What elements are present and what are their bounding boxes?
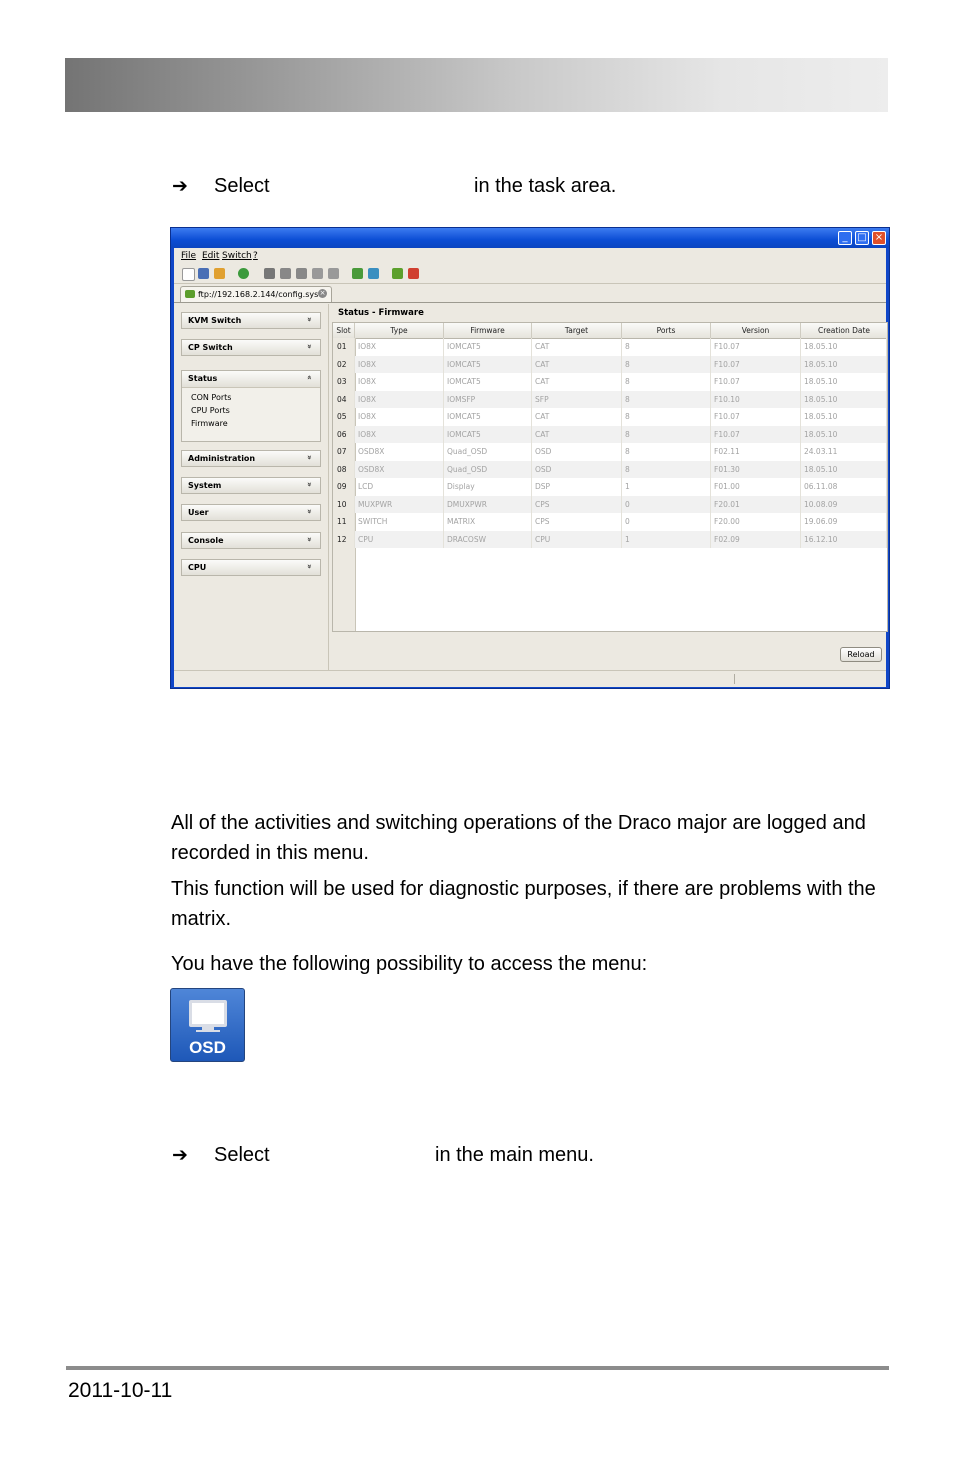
table-row[interactable] [333,391,887,409]
paragraph-logging: All of the activities and switching operations of the Draco major are logged and recorded in this menu. [171,812,866,864]
column-header-creation-date[interactable]: Creation Date [817,326,871,335]
sidebar-item-label: Console [188,536,224,545]
window-body [174,248,886,686]
chevron-down-icon: » [305,455,315,460]
cell-creation-date: 06.11.08 [801,478,887,496]
cell-version: F10.07 [711,408,801,426]
sidebar-item-label: User [188,508,209,517]
arrow-icon: ➔ [172,175,188,197]
footer-divider [66,1366,889,1370]
osd-button[interactable] [170,988,245,1062]
menu-file[interactable]: File [181,251,197,261]
connection-icon [185,290,195,298]
menu-switch[interactable]: Switch [222,251,252,261]
cell-slot: 11 [333,513,355,531]
cell-creation-date: 19.06.09 [801,513,887,531]
cell-creation-date: 24.03.11 [801,443,887,461]
cell-type: IO8X [355,391,444,409]
table-row[interactable] [333,478,887,496]
cell-slot: 09 [333,478,355,496]
sidebar-item-label: System [188,481,222,490]
window-titlebar [171,228,889,248]
cell-target: CPS [532,513,622,531]
table-row[interactable] [333,408,887,426]
column-header-version[interactable]: Version [711,323,801,338]
cell-target: CAT [532,426,622,444]
osd-button-label: OSD [189,1038,226,1057]
table-row[interactable] [333,338,887,356]
menu-edit[interactable]: Edit [202,251,220,261]
cell-ports: 8 [622,391,711,409]
firmware-table [332,322,888,632]
sidebar-item-user[interactable] [181,504,321,521]
footer-date: 2011-10-11 [68,1379,173,1402]
paragraph-diagnostics: This function will be used for diagnostic purposes, if there are problems with the matrix. [171,878,876,930]
cell-firmware: IOMCAT5 [444,373,532,391]
table-row[interactable] [333,373,887,391]
copy-icon[interactable] [280,268,291,279]
cut-icon[interactable] [264,268,275,279]
paragraph-access: You have the following possibility to access the menu: [171,953,648,975]
toolbar [174,265,886,284]
cell-target: DSP [532,478,622,496]
cell-creation-date: 10.08.09 [801,496,887,514]
cell-slot: 04 [333,391,355,409]
sidebar-item-label: CP Switch [188,343,233,352]
sidebar-item-status[interactable] [182,371,320,388]
cell-target: OSD [532,461,622,479]
status-bar [174,670,886,687]
chevron-down-icon: » [305,317,315,322]
app-window-screenshot [170,227,890,689]
cell-target: CAT [532,356,622,374]
column-header-firmware[interactable]: Firmware [444,323,532,338]
table-row[interactable] [333,461,887,479]
cell-slot: 02 [333,356,355,374]
cell-slot: 07 [333,443,355,461]
cell-creation-date: 18.05.10 [801,391,887,409]
sidebar-subitem-firmware[interactable]: Firmware [191,419,228,428]
cell-target: SFP [532,391,622,409]
cell-type: SWITCH [355,513,444,531]
cell-creation-date: 18.05.10 [801,356,887,374]
close-icon[interactable]: × [872,231,886,245]
cell-firmware: IOMCAT5 [444,338,532,356]
save-icon[interactable] [198,268,209,279]
cell-firmware: DRACOSW [444,531,532,549]
sidebar-subitem-cpu-ports[interactable]: CPU Ports [191,406,230,415]
cell-version: F20.00 [711,513,801,531]
cell-creation-date: 18.05.10 [801,408,887,426]
column-header-slot[interactable]: Slot [333,323,355,338]
table-row[interactable] [333,531,887,549]
cell-target: CAT [532,338,622,356]
sidebar-item-cpu[interactable] [181,559,321,576]
cell-firmware: DMUXPWR [444,496,532,514]
cell-version: F02.09 [711,531,801,549]
column-header-target[interactable]: Target [532,323,622,338]
edit-icon[interactable] [312,268,323,279]
chevron-up-icon: « [305,375,315,380]
table-row[interactable] [333,496,887,514]
sidebar-item-label: Administration [188,454,256,463]
sidebar-item-system[interactable] [181,477,321,494]
cell-firmware: MATRIX [444,513,532,531]
monitor-icon [189,1000,227,1027]
cell-type: IO8X [355,373,444,391]
cell-target: CPU [532,531,622,549]
maximize-icon[interactable]: □ [855,231,869,245]
cell-slot: 06 [333,426,355,444]
main-content [330,304,886,680]
cell-ports: 8 [622,338,711,356]
instruction-select-task-area [172,174,672,198]
cell-ports: 8 [622,356,711,374]
page-header-bar [65,58,888,112]
delete-icon[interactable] [328,268,339,279]
cell-slot: 05 [333,408,355,426]
table-row[interactable] [333,426,887,444]
tab-config[interactable] [180,286,332,302]
sidebar-item-kvm-switch[interactable] [181,312,321,329]
cell-ports: 8 [622,426,711,444]
plug-disconnect-icon[interactable] [408,268,419,279]
cell-type: CPU [355,531,444,549]
tab-strip [174,284,886,303]
cell-ports: 0 [622,513,711,531]
sidebar-item-console[interactable] [181,532,321,549]
cell-creation-date: 18.05.10 [801,373,887,391]
cell-version: F20.01 [711,496,801,514]
monitor-base [196,1030,220,1032]
cell-type: IO8X [355,426,444,444]
cell-firmware: Quad_OSD [444,443,532,461]
instruction-verb: Select [214,1144,270,1166]
cell-version: F01.30 [711,461,801,479]
cell-firmware: IOMSFP [444,391,532,409]
chevron-down-icon: » [305,564,315,569]
cell-target: OSD [532,443,622,461]
table-row[interactable] [333,443,887,461]
open-folder-icon[interactable] [214,268,225,279]
cell-firmware: Quad_OSD [444,461,532,479]
cell-ports: 8 [622,373,711,391]
cell-firmware: IOMCAT5 [444,426,532,444]
arrow-icon: ➔ [172,1144,188,1166]
cell-firmware: IOMCAT5 [444,408,532,426]
instruction-select-main-menu [172,1143,672,1167]
chevron-down-icon: » [305,482,315,487]
instruction-rest: in the main menu. [435,1144,594,1166]
cell-version: F10.10 [711,391,801,409]
chevron-down-icon: » [305,509,315,514]
cell-slot: 08 [333,461,355,479]
cell-type: LCD [355,478,444,496]
chevron-down-icon: » [305,537,315,542]
download-icon[interactable] [368,268,379,279]
cell-firmware: Display [444,478,532,496]
cell-creation-date: 18.05.10 [801,426,887,444]
sidebar-item-label: CPU [188,563,207,572]
cell-ports: 1 [622,478,711,496]
cell-slot: 10 [333,496,355,514]
task-sidebar [174,304,329,680]
sidebar-item-label: KVM Switch [188,316,242,325]
column-header-type[interactable]: Type [355,323,444,338]
new-file-icon[interactable] [182,268,195,281]
cell-version: F10.07 [711,338,801,356]
cell-creation-date: 16.12.10 [801,531,887,549]
chevron-down-icon: » [305,344,315,349]
cell-ports: 8 [622,461,711,479]
cell-type: IO8X [355,338,444,356]
cell-target: CAT [532,408,622,426]
cell-slot: 12 [333,531,355,549]
cell-version: F10.07 [711,356,801,374]
table-header [333,323,887,339]
minimize-icon[interactable]: _ [838,231,852,245]
cell-type: IO8X [355,408,444,426]
sidebar-item-label: Status [188,374,218,383]
paste-icon[interactable] [296,268,307,279]
cell-type: IO8X [355,356,444,374]
instruction-verb: Select [214,175,270,197]
sidebar-item-administration[interactable] [181,450,321,467]
cell-version: F10.07 [711,373,801,391]
cell-ports: 8 [622,408,711,426]
cell-slot: 01 [333,338,355,356]
cell-creation-date: 18.05.10 [801,338,887,356]
table-row[interactable] [333,356,887,374]
menu-bar [174,248,886,264]
cell-type: OSD8X [355,461,444,479]
connect-icon[interactable] [238,268,249,279]
cell-target: CPS [532,496,622,514]
column-header-ports[interactable]: Ports [622,323,711,338]
sidebar-subitem-con-ports[interactable]: CON Ports [191,393,232,402]
cell-version: F10.07 [711,426,801,444]
cell-version: F01.00 [711,478,801,496]
tab-close-icon[interactable]: × [319,289,326,297]
cell-version: F02.11 [711,443,801,461]
cell-firmware: IOMCAT5 [444,356,532,374]
cell-ports: 1 [622,531,711,549]
status-bar-divider [734,674,735,684]
menu-help[interactable]: ? [253,251,258,261]
tab-label: ftp://192.168.2.144/config.sys [198,290,319,299]
table-row[interactable] [333,513,887,531]
cell-slot: 03 [333,373,355,391]
page-title: Status - Firmware [338,308,424,318]
sidebar-item-cp-switch[interactable] [181,339,321,356]
instruction-rest: in the task area. [474,175,617,197]
cell-ports: 0 [622,496,711,514]
cell-type: MUXPWR [355,496,444,514]
cell-target: CAT [532,373,622,391]
reload-button[interactable]: Reload [840,647,882,662]
cell-type: OSD8X [355,443,444,461]
cell-creation-date: 18.05.10 [801,461,887,479]
upload-icon[interactable] [352,268,363,279]
plug-connect-icon[interactable] [392,268,403,279]
sidebar-panel-status [181,370,321,442]
cell-ports: 8 [622,443,711,461]
